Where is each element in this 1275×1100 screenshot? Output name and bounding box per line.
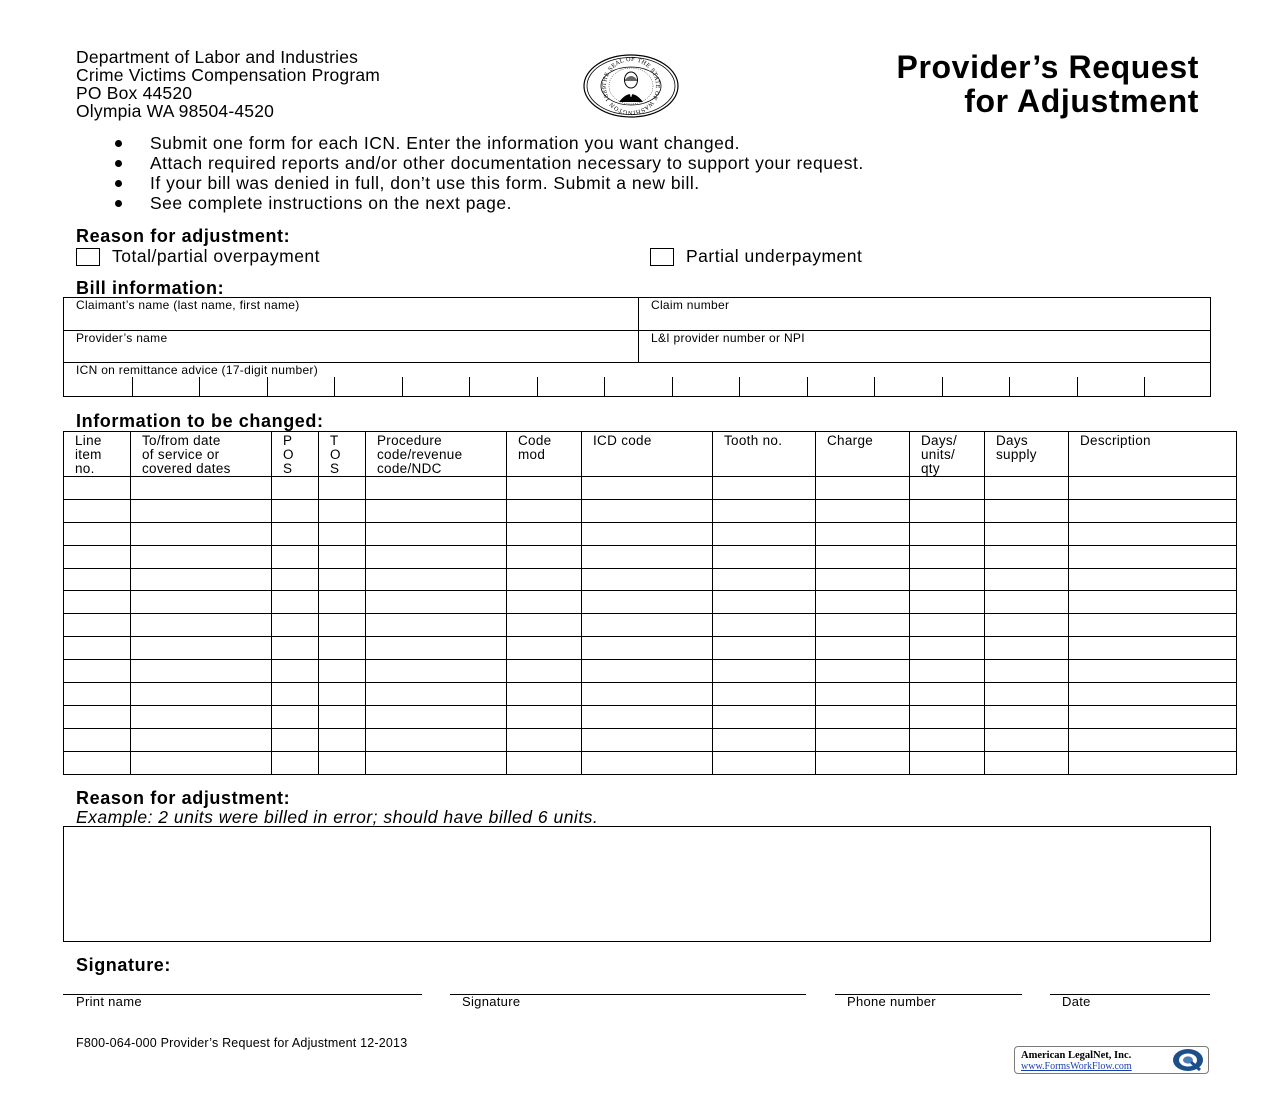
col-pos: P O S bbox=[272, 432, 319, 477]
table-cell[interactable] bbox=[131, 499, 272, 522]
icn-digit-divider bbox=[267, 377, 268, 396]
table-cell[interactable] bbox=[582, 591, 713, 614]
icn-digit-divider bbox=[1077, 377, 1078, 396]
table-cell[interactable] bbox=[816, 683, 910, 706]
table-cell[interactable] bbox=[713, 705, 816, 728]
table-cell[interactable] bbox=[1069, 683, 1237, 706]
table-cell[interactable] bbox=[910, 545, 985, 568]
table-cell[interactable] bbox=[272, 591, 319, 614]
table-cell[interactable] bbox=[272, 499, 319, 522]
table-row bbox=[64, 545, 1237, 568]
table-cell[interactable] bbox=[319, 728, 366, 751]
agency-address bbox=[76, 48, 380, 120]
table-cell[interactable] bbox=[319, 614, 366, 637]
signature-label: Signature bbox=[462, 994, 521, 1009]
table-cell[interactable] bbox=[910, 499, 985, 522]
icn-field[interactable] bbox=[64, 363, 1210, 396]
table-cell[interactable] bbox=[64, 591, 131, 614]
address-line-pobox: PO Box 44520 bbox=[76, 83, 193, 103]
form-title-line1: Provider’s Request bbox=[896, 49, 1199, 85]
table-cell[interactable] bbox=[1069, 545, 1237, 568]
table-cell[interactable] bbox=[272, 477, 319, 500]
table-cell[interactable] bbox=[507, 545, 582, 568]
provider-name-field[interactable] bbox=[64, 331, 638, 362]
table-cell[interactable] bbox=[582, 499, 713, 522]
table-cell[interactable] bbox=[985, 728, 1069, 751]
table-cell[interactable] bbox=[713, 568, 816, 591]
instruction-item: If your bill was denied in full, don’t use this form. Submit a new bill. bbox=[110, 173, 864, 193]
table-cell[interactable] bbox=[910, 751, 985, 774]
table-cell[interactable] bbox=[272, 660, 319, 683]
table-cell[interactable] bbox=[272, 705, 319, 728]
table-cell[interactable] bbox=[366, 660, 507, 683]
table-cell[interactable] bbox=[713, 591, 816, 614]
bill-info-box bbox=[63, 297, 1211, 397]
reason-textarea[interactable] bbox=[63, 826, 1211, 942]
table-cell[interactable] bbox=[910, 683, 985, 706]
date-label: Date bbox=[1062, 994, 1091, 1009]
col-charge: Charge bbox=[816, 432, 910, 477]
icn-digit-divider bbox=[672, 377, 673, 396]
overpayment-label: Total/partial overpayment bbox=[112, 246, 321, 266]
table-cell[interactable] bbox=[272, 522, 319, 545]
table-cell[interactable] bbox=[910, 522, 985, 545]
table-cell[interactable] bbox=[582, 545, 713, 568]
table-row bbox=[64, 751, 1237, 774]
bullet-icon bbox=[115, 200, 122, 207]
table-row bbox=[64, 683, 1237, 706]
table-cell[interactable] bbox=[910, 568, 985, 591]
table-cell[interactable] bbox=[1069, 568, 1237, 591]
table-cell[interactable] bbox=[582, 614, 713, 637]
table-cell[interactable] bbox=[272, 728, 319, 751]
seal-text: THE SEAL OF THE STATE OF WASHINGTON 1889 bbox=[601, 56, 661, 116]
table-cell[interactable] bbox=[64, 477, 131, 500]
table-cell[interactable] bbox=[985, 614, 1069, 637]
table-cell[interactable] bbox=[910, 705, 985, 728]
table-cell[interactable] bbox=[64, 568, 131, 591]
table-cell[interactable] bbox=[1069, 751, 1237, 774]
table-cell[interactable] bbox=[319, 751, 366, 774]
table-row bbox=[64, 728, 1237, 751]
table-cell[interactable] bbox=[985, 545, 1069, 568]
table-cell[interactable] bbox=[713, 477, 816, 500]
table-cell[interactable] bbox=[366, 477, 507, 500]
table-cell[interactable] bbox=[507, 751, 582, 774]
table-cell[interactable] bbox=[131, 614, 272, 637]
icn-digit-divider bbox=[1144, 377, 1145, 396]
table-cell[interactable] bbox=[507, 522, 582, 545]
table-cell[interactable] bbox=[131, 728, 272, 751]
table-cell[interactable] bbox=[713, 499, 816, 522]
table-cell[interactable] bbox=[64, 545, 131, 568]
table-cell[interactable] bbox=[910, 728, 985, 751]
table-cell[interactable] bbox=[816, 728, 910, 751]
col-days-supply: Days supply bbox=[985, 432, 1069, 477]
table-cell[interactable] bbox=[507, 705, 582, 728]
table-cell[interactable] bbox=[131, 568, 272, 591]
icn-digit-divider bbox=[874, 377, 875, 396]
icn-digit-divider bbox=[402, 377, 403, 396]
icn-digit-divider bbox=[1009, 377, 1010, 396]
icn-digit-divider bbox=[604, 377, 605, 396]
table-cell[interactable] bbox=[816, 477, 910, 500]
icn-digit-divider bbox=[469, 377, 470, 396]
table-cell[interactable] bbox=[816, 751, 910, 774]
underpayment-checkbox[interactable] bbox=[650, 248, 674, 266]
reason-heading: Reason for adjustment: bbox=[76, 226, 291, 246]
overpayment-checkbox[interactable] bbox=[76, 248, 100, 266]
table-row bbox=[64, 591, 1237, 614]
table-cell[interactable] bbox=[507, 591, 582, 614]
table-cell[interactable] bbox=[366, 728, 507, 751]
table-cell[interactable] bbox=[507, 660, 582, 683]
table-cell[interactable] bbox=[366, 683, 507, 706]
table-cell[interactable] bbox=[582, 683, 713, 706]
table-cell[interactable] bbox=[64, 705, 131, 728]
table-cell[interactable] bbox=[319, 705, 366, 728]
form-title bbox=[897, 50, 1199, 118]
table-cell[interactable] bbox=[816, 522, 910, 545]
changes-table bbox=[63, 431, 1237, 775]
table-cell[interactable] bbox=[272, 614, 319, 637]
table-cell[interactable] bbox=[507, 499, 582, 522]
table-cell[interactable] bbox=[582, 660, 713, 683]
table-cell[interactable] bbox=[910, 591, 985, 614]
table-cell[interactable] bbox=[319, 591, 366, 614]
table-cell[interactable] bbox=[366, 751, 507, 774]
table-cell[interactable] bbox=[816, 545, 910, 568]
table-cell[interactable] bbox=[816, 614, 910, 637]
table-cell[interactable] bbox=[507, 637, 582, 660]
table-cell[interactable] bbox=[1069, 591, 1237, 614]
bullet-icon bbox=[115, 140, 122, 147]
table-cell[interactable] bbox=[816, 705, 910, 728]
table-cell[interactable] bbox=[366, 705, 507, 728]
provider-number-label: L&I provider number or NPI bbox=[651, 331, 805, 345]
table-cell[interactable] bbox=[319, 683, 366, 706]
provider-name-label: Provider’s name bbox=[76, 331, 168, 345]
table-cell[interactable] bbox=[64, 637, 131, 660]
table-cell[interactable] bbox=[713, 545, 816, 568]
icn-digit-divider bbox=[199, 377, 200, 396]
icn-digit-divider bbox=[537, 377, 538, 396]
table-cell[interactable] bbox=[1069, 499, 1237, 522]
table-cell[interactable] bbox=[713, 728, 816, 751]
phone-label: Phone number bbox=[847, 994, 936, 1009]
table-cell[interactable] bbox=[319, 545, 366, 568]
table-cell[interactable] bbox=[582, 637, 713, 660]
address-line-city: Olympia WA 98504-4520 bbox=[76, 101, 275, 121]
col-icd-code: ICD code bbox=[582, 432, 713, 477]
claim-number-label: Claim number bbox=[651, 298, 730, 312]
form-title-line2: for Adjustment bbox=[964, 83, 1199, 119]
table-cell[interactable] bbox=[131, 522, 272, 545]
icn-digit-divider bbox=[942, 377, 943, 396]
table-cell[interactable] bbox=[910, 614, 985, 637]
table-cell[interactable] bbox=[366, 637, 507, 660]
logo-url[interactable]: www.FormsWorkFlow.com bbox=[1021, 1061, 1132, 1072]
table-cell[interactable] bbox=[366, 614, 507, 637]
table-cell[interactable] bbox=[1069, 660, 1237, 683]
changes-table-body bbox=[64, 477, 1237, 775]
icn-label: ICN on remittance advice (17-digit number) bbox=[76, 363, 319, 377]
overpayment-option[interactable] bbox=[76, 246, 320, 267]
table-row bbox=[64, 660, 1237, 683]
table-cell[interactable] bbox=[713, 637, 816, 660]
icn-digit-divider bbox=[132, 377, 133, 396]
table-cell[interactable] bbox=[985, 522, 1069, 545]
table-cell[interactable] bbox=[366, 499, 507, 522]
icn-digit-divider bbox=[807, 377, 808, 396]
bullet-icon bbox=[115, 160, 122, 167]
table-cell[interactable] bbox=[985, 705, 1069, 728]
table-cell[interactable] bbox=[582, 568, 713, 591]
table-cell[interactable] bbox=[272, 545, 319, 568]
table-cell[interactable] bbox=[816, 568, 910, 591]
table-cell[interactable] bbox=[131, 683, 272, 706]
col-procedure-code: Procedure code/revenue code/NDC bbox=[366, 432, 507, 477]
table-cell[interactable] bbox=[272, 751, 319, 774]
table-cell[interactable] bbox=[131, 591, 272, 614]
table-cell[interactable] bbox=[507, 477, 582, 500]
table-cell[interactable] bbox=[985, 637, 1069, 660]
table-cell[interactable] bbox=[985, 499, 1069, 522]
underpayment-option[interactable] bbox=[650, 246, 862, 267]
table-cell[interactable] bbox=[910, 477, 985, 500]
table-cell[interactable] bbox=[582, 728, 713, 751]
table-cell[interactable] bbox=[1069, 477, 1237, 500]
table-cell[interactable] bbox=[366, 545, 507, 568]
table-cell[interactable] bbox=[985, 683, 1069, 706]
table-cell[interactable] bbox=[1069, 728, 1237, 751]
print-name-label: Print name bbox=[76, 994, 142, 1009]
table-cell[interactable] bbox=[272, 568, 319, 591]
table-header-row bbox=[64, 432, 1237, 477]
table-cell[interactable] bbox=[64, 614, 131, 637]
table-row bbox=[64, 637, 1237, 660]
table-cell[interactable] bbox=[64, 522, 131, 545]
table-cell[interactable] bbox=[64, 751, 131, 774]
publisher-logo[interactable] bbox=[1014, 1046, 1209, 1074]
table-cell[interactable] bbox=[985, 591, 1069, 614]
table-cell[interactable] bbox=[582, 522, 713, 545]
table-row bbox=[64, 522, 1237, 545]
reason-text-heading: Reason for adjustment: bbox=[76, 788, 291, 808]
table-cell[interactable] bbox=[713, 683, 816, 706]
table-cell[interactable] bbox=[910, 637, 985, 660]
table-cell[interactable] bbox=[319, 522, 366, 545]
instruction-item: Submit one form for each ICN. Enter the information you want changed. bbox=[110, 133, 864, 153]
table-cell[interactable] bbox=[507, 683, 582, 706]
icn-digit-divider bbox=[334, 377, 335, 396]
underpayment-label: Partial underpayment bbox=[686, 246, 863, 266]
address-line-dept: Department of Labor and Industries bbox=[76, 47, 359, 67]
table-cell[interactable] bbox=[816, 660, 910, 683]
address-line-program: Crime Victims Compensation Program bbox=[76, 65, 381, 85]
table-cell[interactable] bbox=[366, 568, 507, 591]
reason-example: Example: 2 units were billed in error; should have billed 6 units. bbox=[76, 807, 599, 827]
table-cell[interactable] bbox=[985, 660, 1069, 683]
table-cell[interactable] bbox=[272, 683, 319, 706]
table-cell[interactable] bbox=[1069, 614, 1237, 637]
table-cell[interactable] bbox=[131, 477, 272, 500]
col-code-mod: Code mod bbox=[507, 432, 582, 477]
table-cell[interactable] bbox=[985, 568, 1069, 591]
table-cell[interactable] bbox=[131, 751, 272, 774]
table-cell[interactable] bbox=[131, 705, 272, 728]
table-row bbox=[64, 477, 1237, 500]
claimant-name-field[interactable] bbox=[64, 298, 638, 330]
table-cell[interactable] bbox=[319, 637, 366, 660]
table-row bbox=[64, 568, 1237, 591]
table-cell[interactable] bbox=[64, 499, 131, 522]
instruction-item: Attach required reports and/or other documentation necessary to support your request. bbox=[110, 153, 864, 173]
table-cell[interactable] bbox=[985, 477, 1069, 500]
col-service-dates: To/from date of service or covered dates bbox=[131, 432, 272, 477]
claim-number-field[interactable] bbox=[639, 298, 1211, 330]
col-days-units: Days/ units/ qty bbox=[910, 432, 985, 477]
table-cell[interactable] bbox=[713, 522, 816, 545]
table-cell[interactable] bbox=[985, 751, 1069, 774]
table-cell[interactable] bbox=[1069, 705, 1237, 728]
table-cell[interactable] bbox=[507, 568, 582, 591]
table-cell[interactable] bbox=[507, 614, 582, 637]
instruction-list bbox=[110, 133, 864, 213]
table-cell[interactable] bbox=[713, 660, 816, 683]
table-cell[interactable] bbox=[131, 545, 272, 568]
logo-name: American LegalNet, Inc. bbox=[1021, 1050, 1132, 1061]
table-cell[interactable] bbox=[319, 568, 366, 591]
table-cell[interactable] bbox=[713, 614, 816, 637]
table-cell[interactable] bbox=[713, 751, 816, 774]
claimant-name-label: Claimant’s name (last name, first name) bbox=[76, 298, 300, 312]
table-cell[interactable] bbox=[131, 660, 272, 683]
table-row bbox=[64, 499, 1237, 522]
signature-heading: Signature: bbox=[76, 955, 172, 975]
form-number: F800-064-000 Provider’s Request for Adjustment 12-2013 bbox=[76, 1036, 408, 1050]
table-cell[interactable] bbox=[910, 660, 985, 683]
table-cell[interactable] bbox=[816, 637, 910, 660]
table-cell[interactable] bbox=[319, 477, 366, 500]
table-cell[interactable] bbox=[319, 660, 366, 683]
formsworkflow-logo-icon bbox=[1171, 1048, 1205, 1072]
col-tos: T O S bbox=[319, 432, 366, 477]
table-cell[interactable] bbox=[272, 637, 319, 660]
col-tooth-no: Tooth no. bbox=[713, 432, 816, 477]
table-cell[interactable] bbox=[582, 477, 713, 500]
instruction-item: See complete instructions on the next page. bbox=[110, 193, 864, 213]
table-cell[interactable] bbox=[64, 683, 131, 706]
state-seal-icon bbox=[583, 54, 679, 118]
table-cell[interactable] bbox=[582, 751, 713, 774]
table-cell[interactable] bbox=[816, 499, 910, 522]
bill-info-heading: Bill information: bbox=[76, 278, 225, 298]
table-row bbox=[64, 705, 1237, 728]
table-cell[interactable] bbox=[507, 728, 582, 751]
table-cell[interactable] bbox=[64, 660, 131, 683]
table-cell[interactable] bbox=[1069, 522, 1237, 545]
table-cell[interactable] bbox=[131, 637, 272, 660]
provider-number-field[interactable] bbox=[639, 331, 1211, 362]
icn-digit-divider bbox=[739, 377, 740, 396]
table-cell[interactable] bbox=[582, 705, 713, 728]
changes-heading: Information to be changed: bbox=[76, 411, 324, 431]
table-cell[interactable] bbox=[816, 591, 910, 614]
bullet-icon bbox=[115, 180, 122, 187]
table-cell[interactable] bbox=[319, 499, 366, 522]
table-cell[interactable] bbox=[1069, 637, 1237, 660]
col-line-item: Line item no. bbox=[64, 432, 131, 477]
table-cell[interactable] bbox=[366, 591, 507, 614]
table-row bbox=[64, 614, 1237, 637]
col-description: Description bbox=[1069, 432, 1237, 477]
table-cell[interactable] bbox=[366, 522, 507, 545]
table-cell[interactable] bbox=[64, 728, 131, 751]
